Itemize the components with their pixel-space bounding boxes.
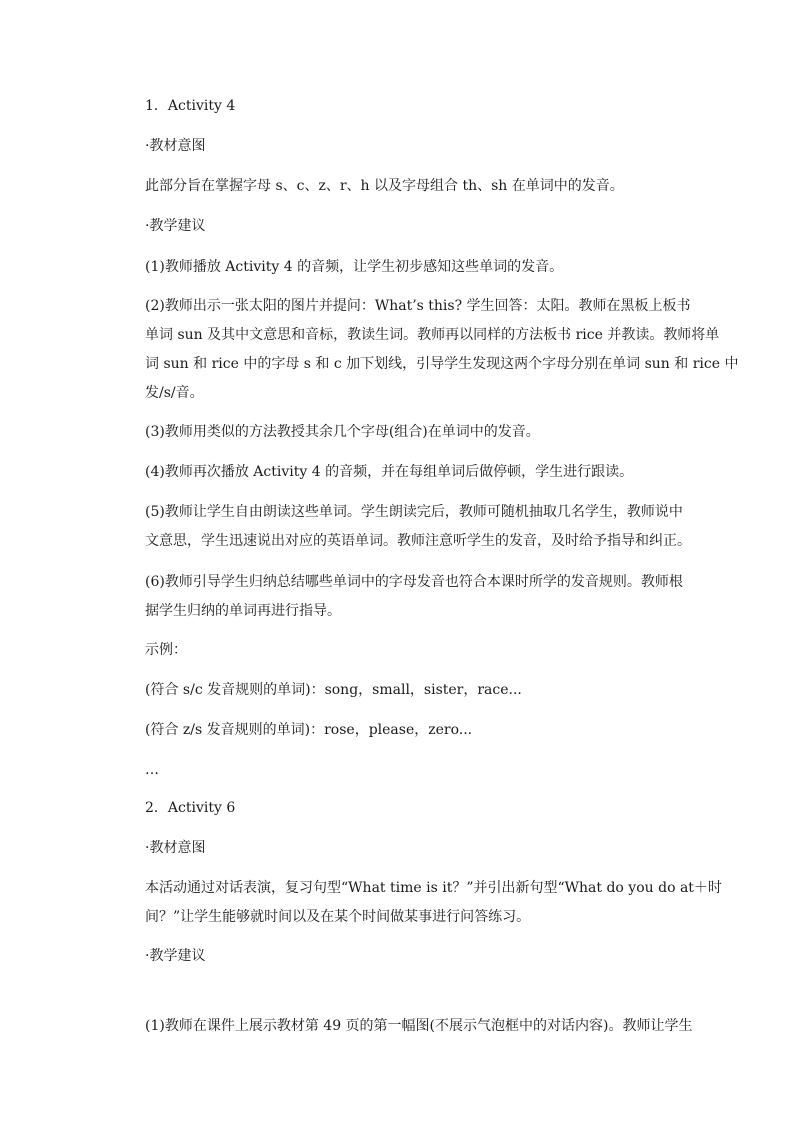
- ellipsis: …: [145, 762, 159, 778]
- section-1-paragraph-6: [145, 574, 683, 619]
- paragraph-line: 据学生归纳的单词再进行指导。: [145, 603, 341, 619]
- section-1-paragraph-4: (4)教师再次播放 Activity 4 的音频，并在每组单词后做停顿，学生进行跟读。: [145, 464, 634, 480]
- example-label: 示例：: [145, 642, 187, 658]
- section-2-title: 2．Activity 6: [145, 800, 236, 816]
- section-1-title: 1．Activity 4: [145, 98, 236, 114]
- section-1-paragraph-1: (1)教师播放 Activity 4 的音频，让学生初步感知这些单词的发音。: [145, 259, 564, 275]
- paragraph-line: 文意思，学生迅速说出对应的英语单词。教师注意听学生的发音，及时给予指导和纠正。: [145, 533, 691, 549]
- section-2-intent-heading: ·教材意图: [145, 840, 206, 856]
- paragraph-line: (6)教师引导学生归纳总结哪些单词中的字母发音也符合本课时所学的发音规则。教师根: [145, 574, 683, 590]
- section-1-paragraph-5: [145, 504, 691, 549]
- example-line-1: (符合 s/c 发音规则的单词)：song，small，sister，race...: [145, 682, 522, 698]
- paragraph-line: 词 sun 和 rice 中的字母 s 和 c 加下划线，引导学生发现这两个字母分别在单词 sun 和 rice 中: [145, 356, 739, 372]
- section-1-paragraph-2: [145, 298, 739, 401]
- paragraph-line: 本活动通过对话表演，复习句型“What time is it？”并引出新句型“What do you do at＋时: [145, 880, 722, 896]
- paragraph-line: (5)教师让学生自由朗读这些单词。学生朗读完后，教师可随机抽取几名学生，教师说中: [145, 504, 683, 520]
- section-1-intent-heading: ·教材意图: [145, 138, 206, 154]
- section-1-intent-text: 此部分旨在掌握字母 s、c、z、r、h 以及字母组合 th、sh 在单词中的发音。: [145, 178, 624, 194]
- section-2-paragraph-1: (1)教师在课件上展示教材第 49 页的第一幅图(不展示气泡框中的对话内容)。教师让学生: [145, 1018, 693, 1034]
- paragraph-line: 单词 sun 及其中文意思和音标，教读生词。教师再以同样的方法板书 rice 并教读。教师将单: [145, 327, 720, 343]
- paragraph-line: 发/s/音。: [145, 385, 204, 401]
- section-1-suggestion-heading: ·教学建议: [145, 218, 206, 234]
- paragraph-line: (2)教师出示一张太阳的图片并提问：What’s this? 学生回答：太阳。教师在黑板上板书: [145, 298, 691, 314]
- example-line-2: (符合 z/s 发音规则的单词)：rose，please，zero...: [145, 722, 473, 738]
- paragraph-line: 间？”让学生能够就时间以及在某个时间做某事进行问答练习。: [145, 909, 531, 925]
- section-2-intent-text: [145, 880, 722, 925]
- section-1-paragraph-3: (3)教师用类似的方法教授其余几个字母(组合)在单词中的发音。: [145, 424, 540, 440]
- section-2-suggestion-heading: ·教学建议: [145, 948, 206, 964]
